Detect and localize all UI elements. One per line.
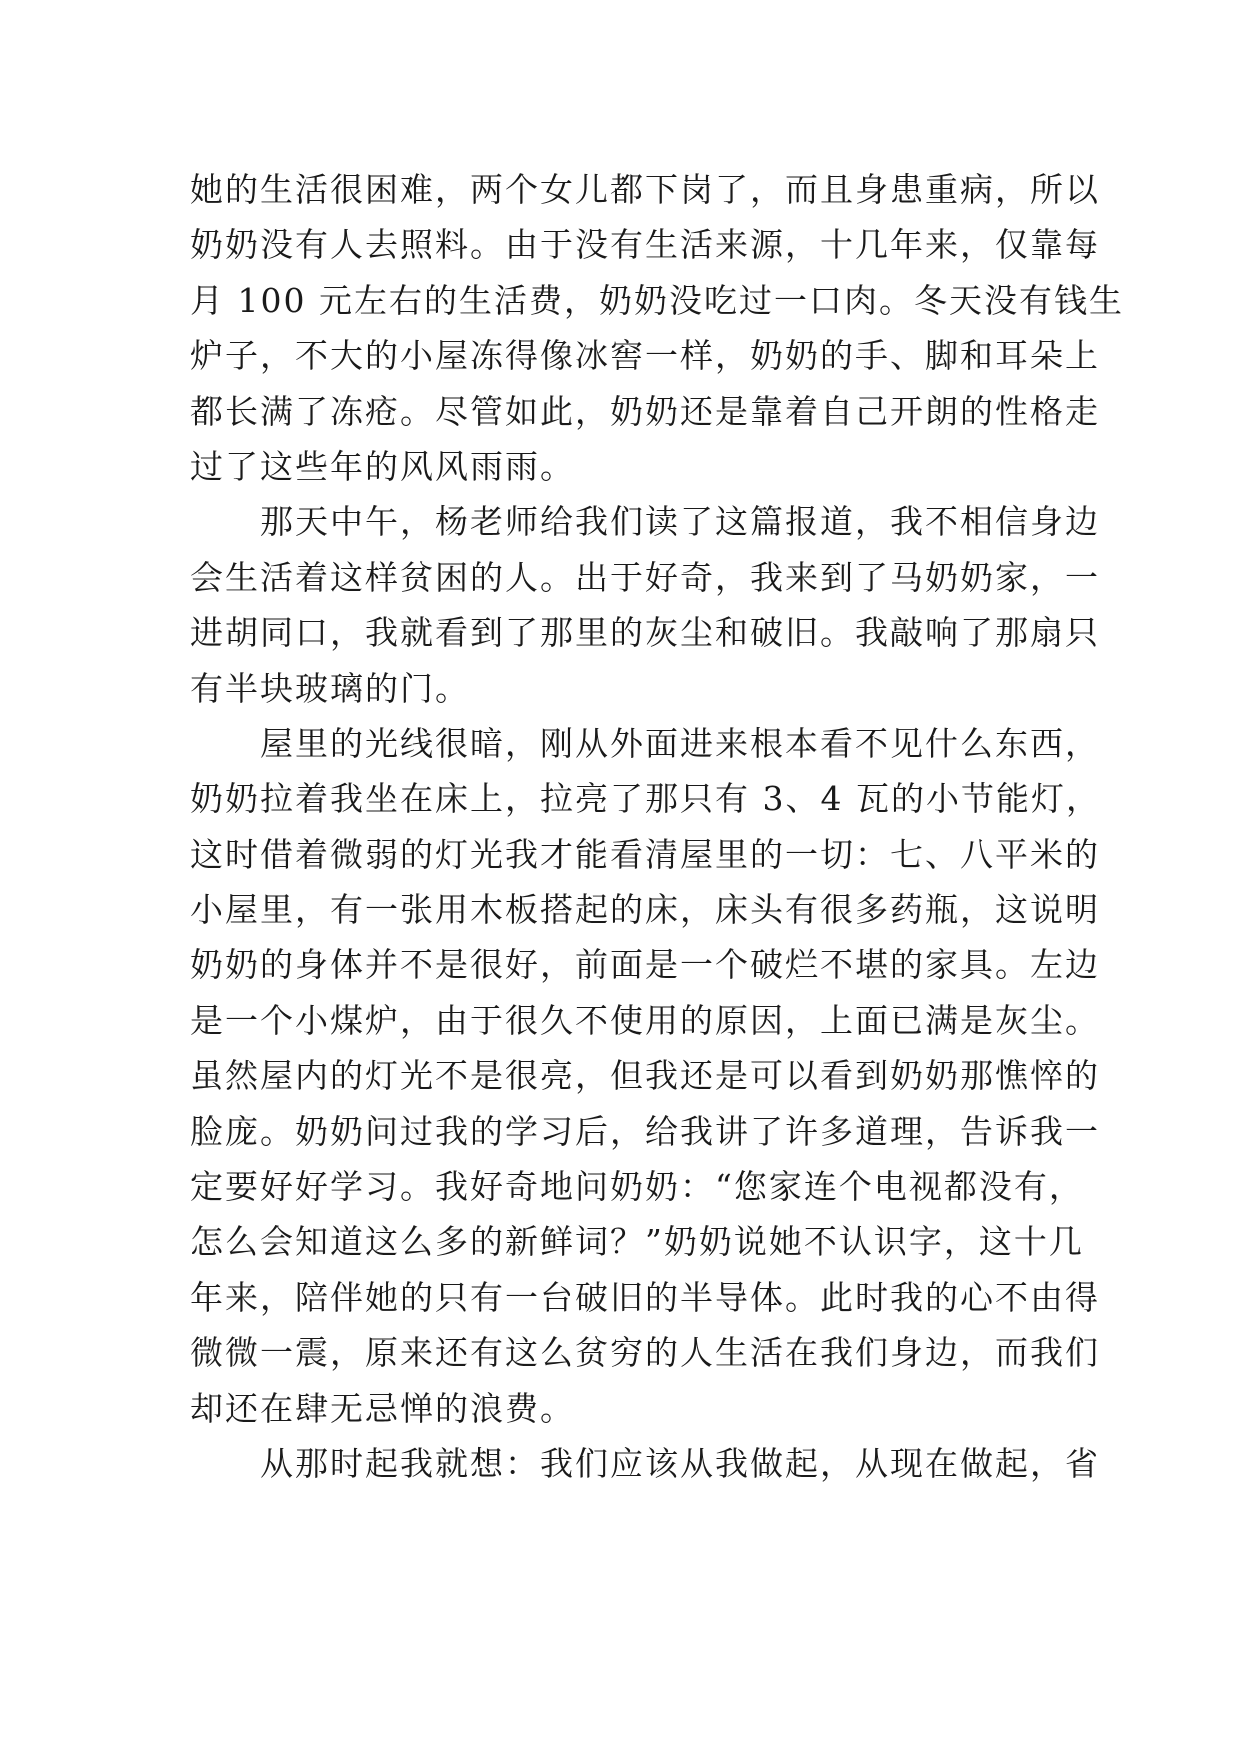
text-line: 小屋里，有一张用木板搭起的床，床头有很多药瓶，这说明 xyxy=(190,890,1100,930)
text-line: 虽然屋内的灯光不是很亮，但我还是可以看到奶奶那憔悴的 xyxy=(190,1056,1100,1096)
text-line: 进胡同口，我就看到了那里的灰尘和破旧。我敲响了那扇只 xyxy=(190,613,1100,653)
text-line: 定要好好学习。我好奇地问奶奶：“您家连个电视都没有， xyxy=(190,1167,1084,1207)
text-line: 会生活着这样贫困的人。出于好奇，我来到了马奶奶家，一 xyxy=(190,557,1100,597)
text-line: 是一个小煤炉，由于很久不使用的原因，上面已满是灰尘。 xyxy=(190,1000,1100,1040)
text-line: 炉子，不大的小屋冻得像冰窖一样，奶奶的手、脚和耳朵上 xyxy=(190,336,1100,376)
text-line: 奶奶拉着我坐在床上，拉亮了那只有 3、4 瓦的小节能灯， xyxy=(190,779,1101,819)
text-line: 怎么会知道这么多的新鲜词？”奶奶说她不认识字，这十几 xyxy=(190,1222,1084,1262)
text-line: 过了这些年的风风雨雨。 xyxy=(190,446,575,486)
text-line: 奶奶没有人去照料。由于没有生活来源，十几年来，仅靠每 xyxy=(190,225,1100,265)
text-line: 月 100 元左右的生活费，奶奶没吃过一口肉。冬天没有钱生 xyxy=(190,280,1124,320)
text-line: 奶奶的身体并不是很好，前面是一个破烂不堪的家具。左边 xyxy=(190,945,1100,985)
text-line: 这时借着微弱的灯光我才能看清屋里的一切：七、八平米的 xyxy=(190,834,1100,874)
text-line: 有半块玻璃的门。 xyxy=(190,668,470,708)
text-line: 脸庞。奶奶问过我的学习后，给我讲了许多道理，告诉我一 xyxy=(190,1111,1100,1151)
text-line: 都长满了冻疮。尽管如此，奶奶还是靠着自己开朗的性格走 xyxy=(190,391,1100,431)
text-line: 屋里的光线很暗，刚从外面进来根本看不见什么东西， xyxy=(190,723,1100,763)
text-line: 微微一震，原来还有这么贫穷的人生活在我们身边，而我们 xyxy=(190,1333,1100,1373)
text-line: 从那时起我就想：我们应该从我做起，从现在做起，省 xyxy=(190,1443,1100,1483)
body-text xyxy=(190,162,1124,1491)
text-line: 她的生活很困难，两个女儿都下岗了，而且身患重病，所以 xyxy=(190,170,1100,209)
text-line: 却还在肆无忌惮的浪费。 xyxy=(190,1388,575,1428)
text-line: 那天中午，杨老师给我们读了这篇报道，我不相信身边 xyxy=(190,502,1100,542)
text-line: 年来，陪伴她的只有一台破旧的半导体。此时我的心不由得 xyxy=(190,1277,1100,1317)
